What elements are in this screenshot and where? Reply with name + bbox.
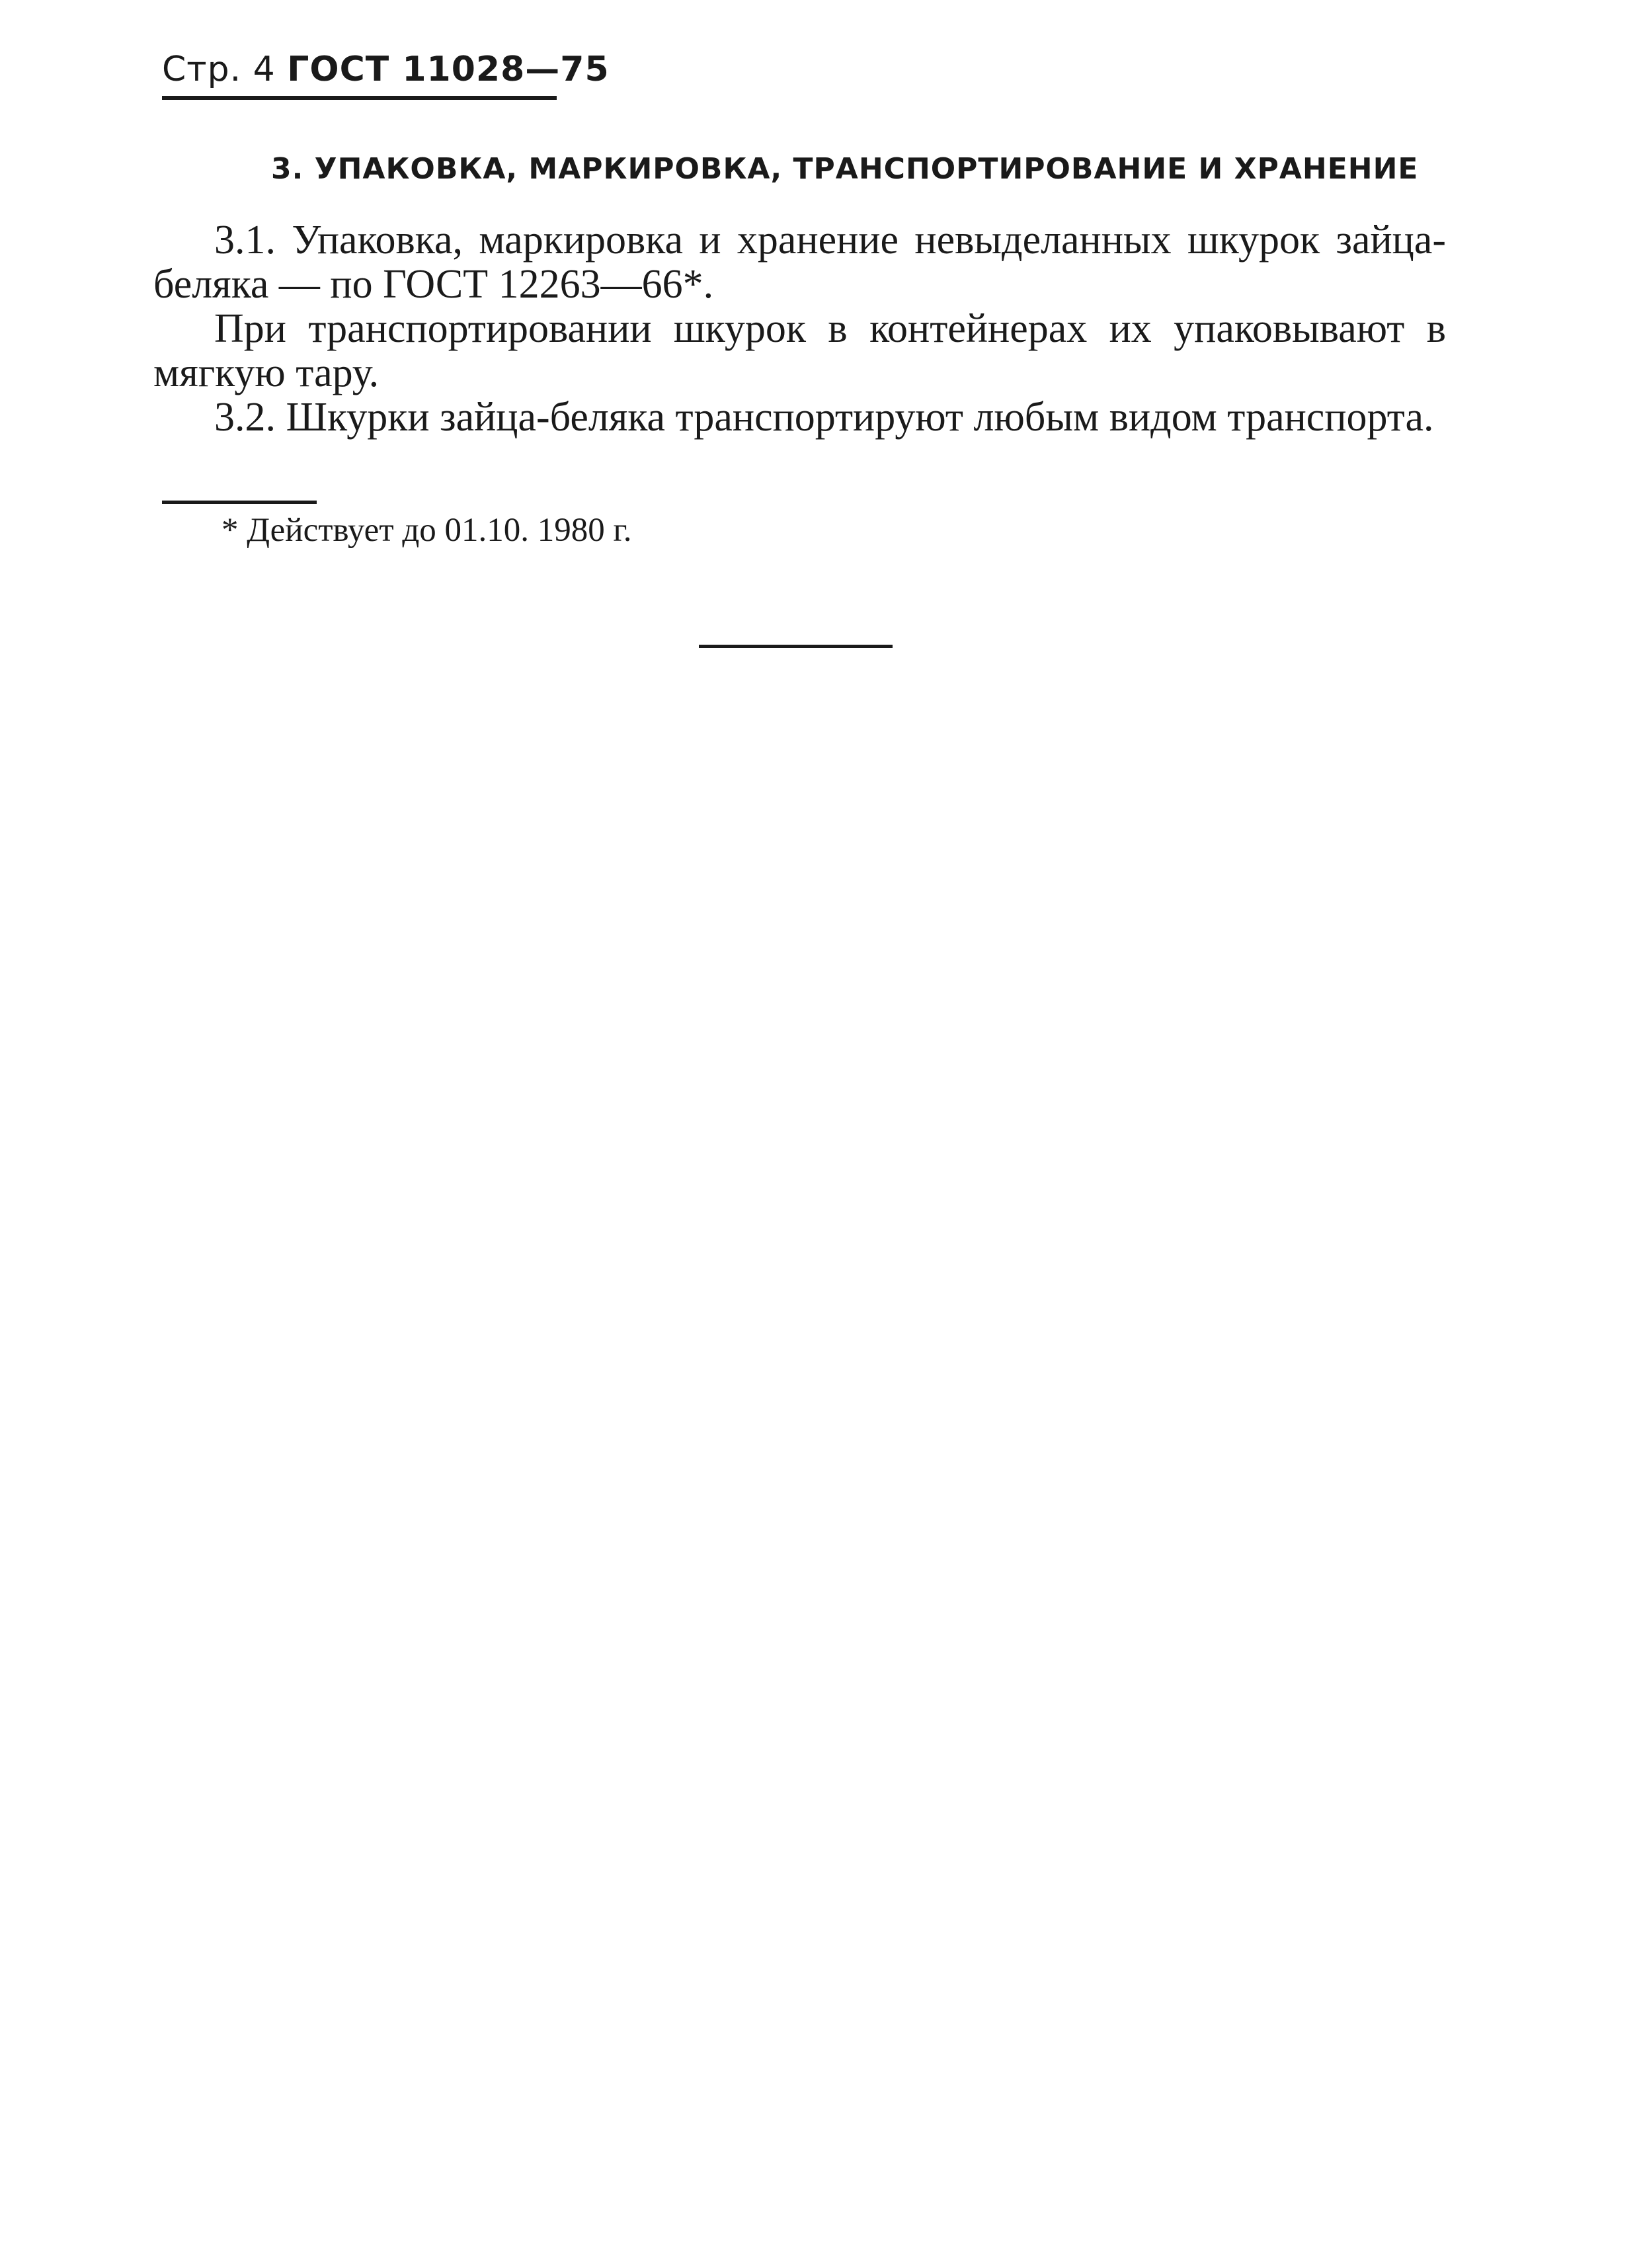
page-number: Стр. 4: [162, 50, 276, 89]
page-header: [162, 46, 610, 93]
footnote-divider: [162, 501, 317, 504]
section-title: 3. УПАКОВКА, МАРКИРОВКА, ТРАНСПОРТИРОВАНИЕ И ХРАНЕНИЕ: [271, 152, 1419, 186]
standard-number: ГОСТ 11028—75: [287, 50, 610, 89]
header-divider: [162, 96, 557, 100]
footnote: * Действует до 01.10. 1980 г.: [221, 512, 632, 549]
paragraph-transport-containers: При транспортировании шкурок в контейнерах их упаковывают в мягкую тару.: [153, 306, 1446, 395]
paragraph-3-2: 3.2. Шкурки зайца-беляка транспортируют любым видом транспорта.: [214, 395, 1434, 440]
end-of-text-divider: [699, 645, 893, 648]
section-body: [153, 218, 1446, 440]
paragraph-3-1: 3.1. Упаковка, маркировка и хранение невыделанных шкурок зайца-беляка — по ГОСТ 12263—66*.: [153, 218, 1446, 307]
